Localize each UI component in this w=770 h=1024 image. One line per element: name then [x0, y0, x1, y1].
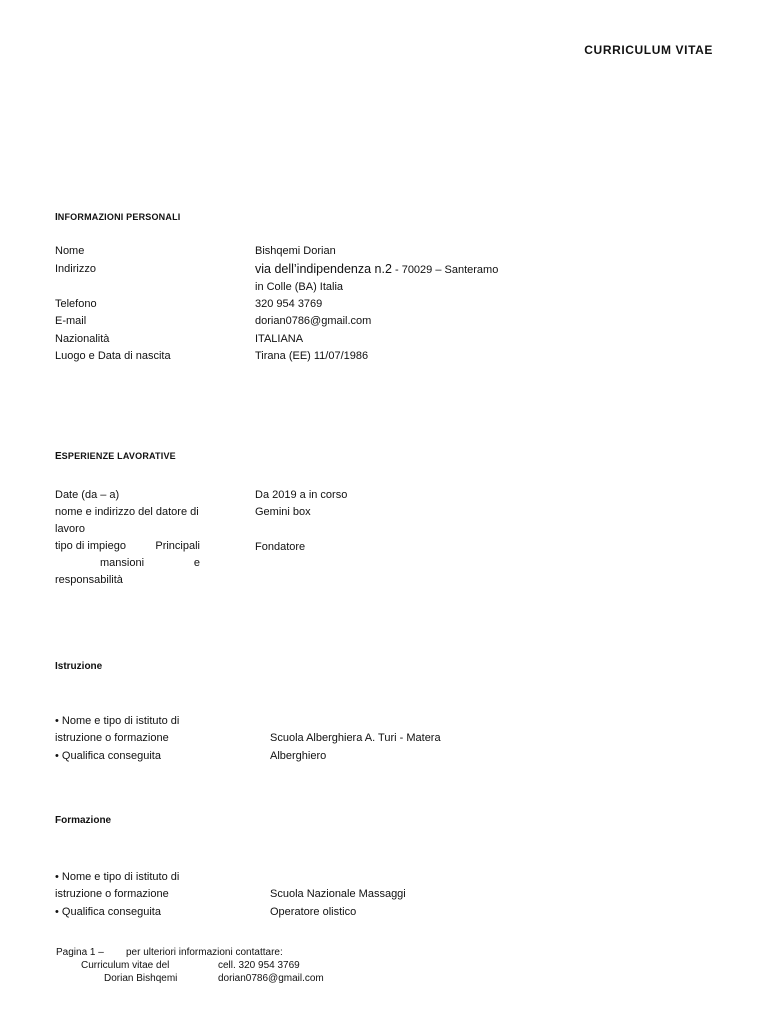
- name-label: Nome: [55, 245, 85, 257]
- footer-page-number: Pagina 1 –: [56, 947, 104, 958]
- training-institute-label-2: istruzione o formazione: [55, 888, 169, 900]
- email-value: dorian0786@gmail.com: [255, 315, 372, 327]
- employer-label-line-1: nome e indirizzo del datore di: [55, 506, 199, 518]
- email-label: E-mail: [55, 315, 87, 327]
- education-qualification-label: • Qualifica conseguita: [55, 750, 161, 762]
- job-type-label: [55, 538, 200, 589]
- nationality-label: Nazionalità: [55, 333, 110, 345]
- footer-contact-phone: cell. 320 954 3769: [218, 960, 300, 971]
- section-heading-personal: [55, 212, 180, 223]
- phone-label: Telefono: [55, 298, 97, 310]
- heading-initial: I: [55, 212, 58, 223]
- address-line-2: in Colle (BA) Italia: [255, 281, 344, 293]
- heading-rest: NFORMAZIONI PERSONALI: [57, 212, 181, 222]
- training-qualification-value: Operatore olistico: [270, 906, 357, 918]
- heading-rest: SPERIENZE LAVORATIVE: [61, 451, 176, 461]
- heading-initial: E: [55, 451, 62, 462]
- job-type-value: Fondatore: [255, 541, 306, 553]
- address-line-1: [255, 261, 498, 279]
- job-type-label-a: tipo di impiego: [55, 540, 126, 552]
- birth-label: Luogo e Data di nascita: [55, 350, 171, 362]
- job-type-label-e: responsabilità: [55, 574, 123, 586]
- footer-contact-intro: per ulteriori informazioni contattare:: [126, 947, 283, 958]
- education-institute-value: Scuola Alberghiera A. Turi - Matera: [270, 732, 441, 744]
- employer-value: Gemini box: [255, 506, 311, 518]
- footer-cv-name: Dorian Bishqemi: [104, 973, 178, 984]
- job-type-label-d: e: [193, 557, 200, 569]
- document-title: CURRICULUM VITAE: [584, 43, 713, 57]
- address-street: via dell’indipendenza n.2: [255, 262, 392, 276]
- nationality-value: ITALIANA: [255, 333, 304, 345]
- education-institute-label-1: • Nome e tipo di istituto di: [55, 715, 180, 727]
- address-label: Indirizzo: [55, 263, 96, 275]
- dates-label: Date (da – a): [55, 489, 120, 501]
- phone-value: 320 954 3769: [255, 298, 323, 310]
- employer-label-line-2: lavoro: [55, 523, 85, 535]
- birth-value: Tirana (EE) 11/07/1986: [255, 350, 369, 362]
- name-value: Bishqemi Dorian: [255, 245, 336, 257]
- training-institute-value: Scuola Nazionale Massaggi: [270, 888, 406, 900]
- footer-contact-email: dorian0786@gmail.com: [218, 973, 324, 984]
- address-city: - 70029 – Santeramo: [391, 264, 499, 276]
- education-qualification-value: Alberghiero: [270, 750, 327, 762]
- training-qualification-label: • Qualifica conseguita: [55, 906, 161, 918]
- job-type-label-c: mansioni: [100, 557, 145, 569]
- training-institute-label-1: • Nome e tipo di istituto di: [55, 871, 180, 883]
- section-heading-education: Istruzione: [55, 661, 103, 672]
- dates-value: Da 2019 a in corso: [255, 489, 348, 501]
- section-heading-work: [55, 451, 176, 462]
- section-heading-training: Formazione: [55, 815, 112, 826]
- education-institute-label-2: istruzione o formazione: [55, 732, 169, 744]
- job-type-label-b: Principali: [155, 540, 200, 552]
- footer-cv-line: Curriculum vitae del: [81, 960, 170, 971]
